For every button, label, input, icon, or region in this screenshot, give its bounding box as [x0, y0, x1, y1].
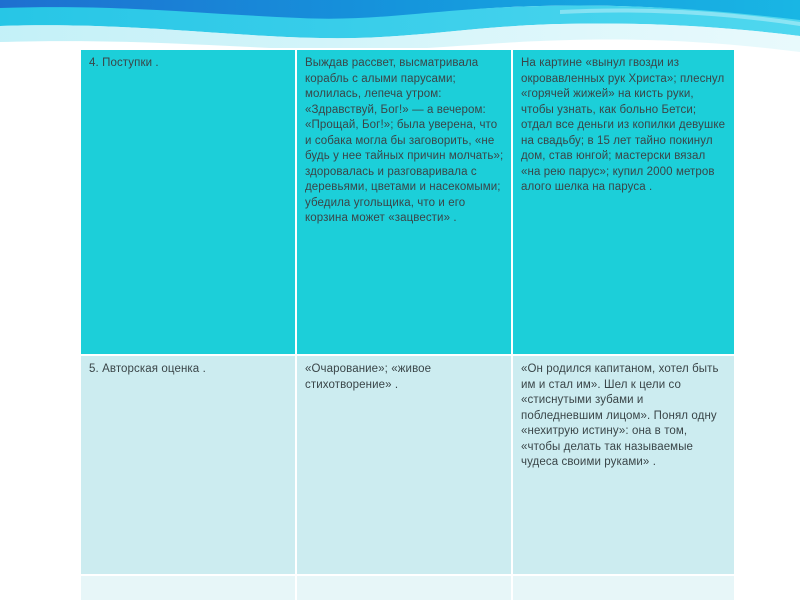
table-row — [80, 49, 735, 355]
grey-cell: «Он родился капитаном, хотел быть им и стал им». Шел к цели со «стиснутыми зубами и побледневшим лицом». Понял одну «нехитрую истину»: она в том, «чтобы делать так называемые чудеса своими руками» . — [512, 355, 735, 575]
table-row — [80, 355, 735, 575]
grey-cell: На картине «вынул гвозди из окровавленных рук Христа»; плеснул «горячей жижей» на кисть руки, чтобы узнать, как больно Бетси; отдал все деньги из копилки девушке на свадьбу; в 15 лет тайно покинул дом, став юнгой; мастерски вязал «на рею парус»; купил 2000 метров алого шелка на паруса . — [512, 49, 735, 355]
assol-cell — [296, 575, 512, 600]
row-label-cell — [80, 575, 296, 600]
assol-cell: Выждав рассвет, высматривала корабль с алыми парусами; молилась, лепеча утром: «Здравствуй, Бог!» — а вечером: «Прощай, Бог!»; была уверена, что и собака могла бы заговорить, «не будь у нее тайных причин молчать»; здоровалась и разговаривала с деревьями, цветами и насекомыми; убедила угольщика, что и его корзина может «зацвести» . — [296, 49, 512, 355]
row-label-cell: 4. Поступки . — [80, 49, 296, 355]
grey-cell — [512, 575, 735, 600]
assol-cell: «Очарование»; «живое стихотворение» . — [296, 355, 512, 575]
comparison-table — [79, 48, 736, 600]
table-row — [80, 575, 735, 600]
row-label-cell: 5. Авторская оценка . — [80, 355, 296, 575]
